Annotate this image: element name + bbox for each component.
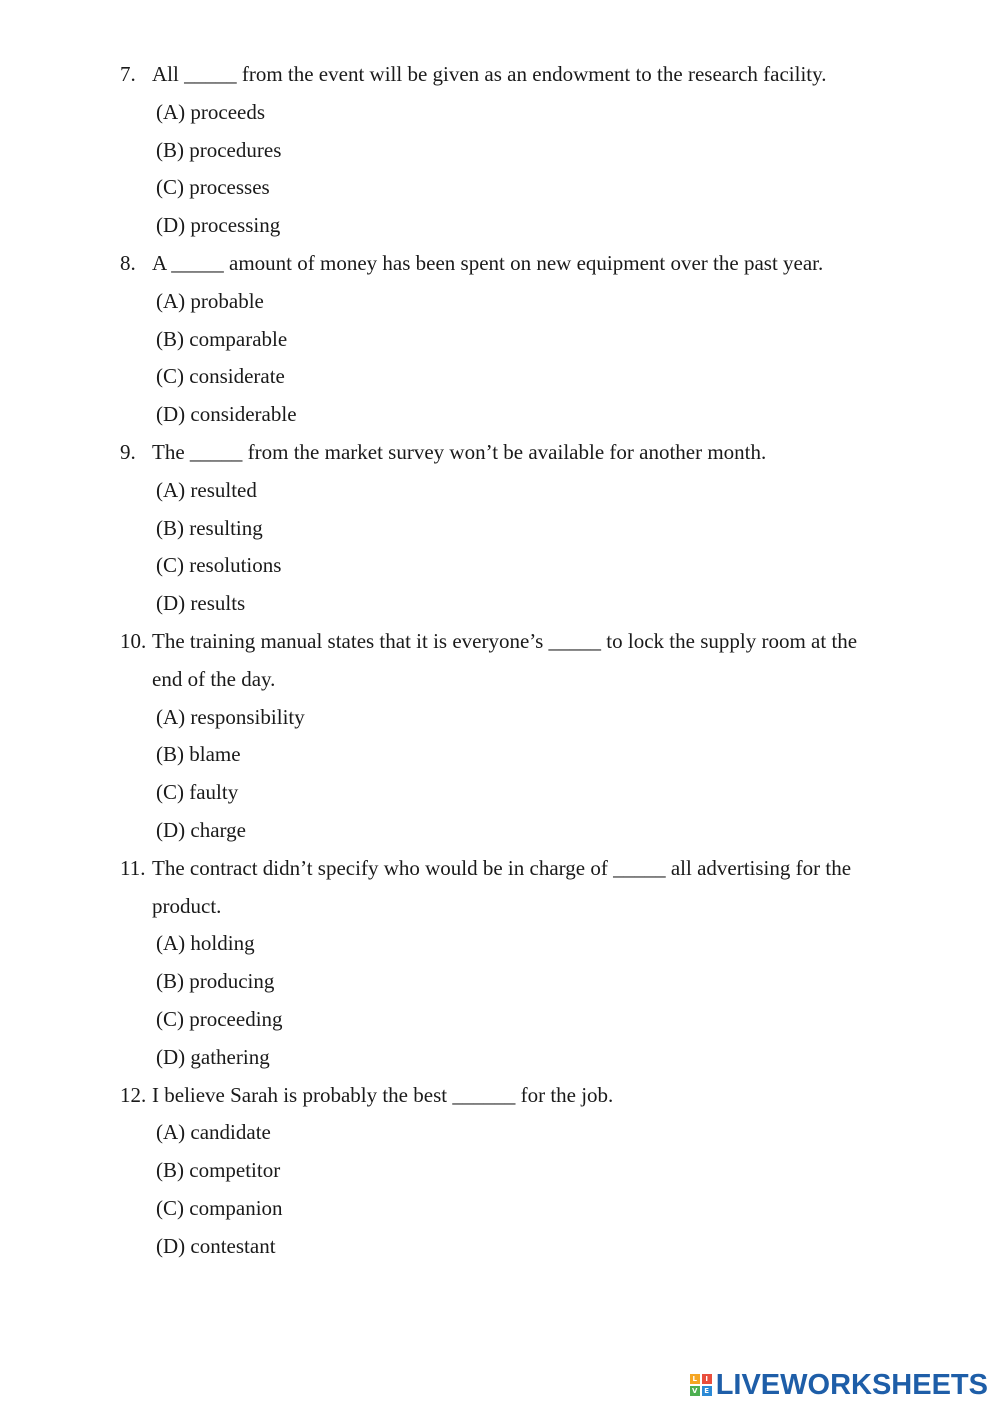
answer-option[interactable]: (D) results (156, 591, 246, 616)
question-number: 11. (120, 855, 146, 880)
question-text: All _____ from the event will be given as an endowment to the research facility. (152, 62, 827, 86)
question-number: 12. (120, 1082, 147, 1107)
logo-square-i: I (702, 1374, 712, 1384)
answer-option[interactable]: (B) blame (156, 742, 241, 767)
answer-option[interactable]: (C) companion (156, 1196, 283, 1220)
answer-option[interactable]: (B) competitor (156, 1158, 281, 1183)
answer-option[interactable]: (B) resulting (156, 515, 263, 540)
question-number: 7. (120, 62, 136, 86)
question-text: end of the day. (152, 666, 276, 691)
answer-option[interactable]: (B) procedures (156, 137, 282, 162)
answer-option[interactable]: (B) comparable (156, 326, 288, 351)
question-text: A _____ amount of money has been spent on new equipment over the past year. (152, 251, 824, 275)
answer-option[interactable]: (D) charge (156, 818, 246, 842)
answer-option[interactable]: (D) gathering (156, 1044, 270, 1069)
question-text: The training manual states that it is everyone’s _____ to lock the supply room at the (152, 629, 858, 653)
liveworksheets-logo[interactable] (690, 1370, 988, 1400)
answer-option[interactable]: (D) considerable (156, 402, 297, 427)
question-text: I believe Sarah is probably the best ______ for the job. (152, 1082, 614, 1107)
answer-option[interactable]: (C) processes (156, 175, 270, 200)
answer-option[interactable]: (C) considerate (156, 364, 285, 389)
answer-option[interactable]: (A) responsibility (156, 704, 305, 729)
question-text: The _____ from the market survey won’t be available for another month. (152, 440, 767, 464)
answer-option[interactable]: (A) candidate (156, 1120, 271, 1145)
question-text: product. (152, 893, 222, 918)
answer-option[interactable]: (C) proceeding (156, 1007, 283, 1031)
logo-mark-icon (690, 1374, 712, 1396)
answer-option[interactable]: (C) resolutions (156, 553, 282, 578)
answer-option[interactable]: (A) holding (156, 931, 255, 956)
question-number: 9. (120, 440, 136, 464)
answer-option[interactable]: (D) contestant (156, 1233, 276, 1258)
answer-option[interactable]: (D) processing (156, 213, 281, 238)
logo-square-l: L (690, 1374, 700, 1384)
answer-option[interactable]: (B) producing (156, 969, 275, 994)
logo-square-e: E (702, 1386, 712, 1396)
answer-option[interactable]: (A) resulted (156, 477, 257, 502)
question-number: 8. (120, 251, 136, 275)
logo-square-v: V (690, 1386, 700, 1396)
question-text: The contract didn’t specify who would be in charge of _____ all advertising for the (152, 855, 852, 880)
logo-text: LIVEWORKSHEETS (715, 1368, 988, 1401)
answer-option[interactable]: (A) probable (156, 288, 264, 313)
answer-option[interactable]: (A) proceeds (156, 99, 266, 124)
answer-option[interactable]: (C) faulty (156, 780, 239, 805)
question-number: 10. (120, 629, 147, 653)
